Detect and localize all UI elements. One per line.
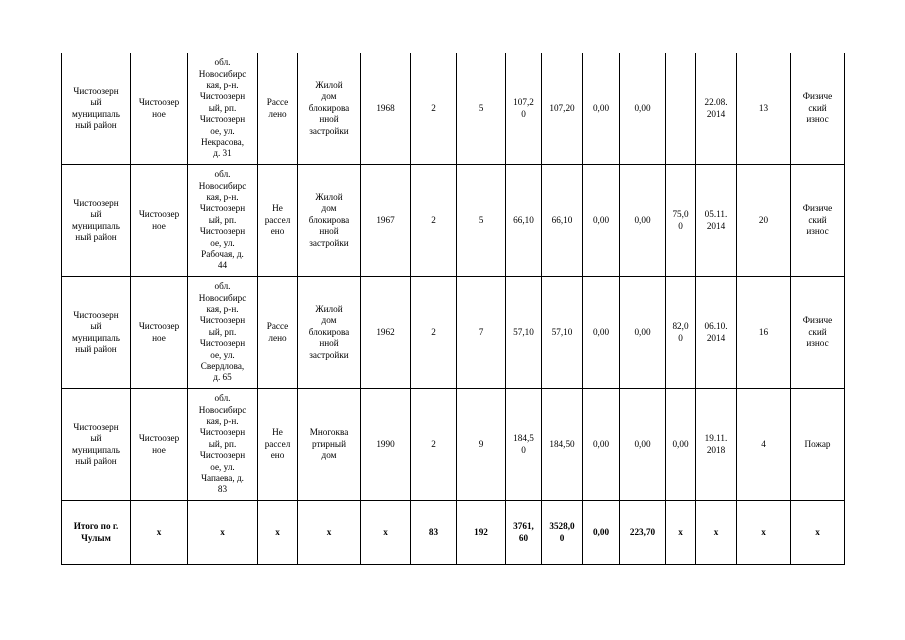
count-cell: 4: [737, 389, 791, 501]
address-cell: обл. Новосибирс кая, р-н. Чистоозерн ый, рп. Чистоозерн ое, ул. Рабочая, д. 44: [188, 165, 258, 277]
status-cell: Не рассел ено: [258, 389, 298, 501]
settlement-cell: Чистоозер ное: [131, 277, 188, 389]
value-cell: 0,00: [583, 165, 620, 277]
reason-cell: Пожар: [791, 389, 845, 501]
total-cell: x: [298, 501, 361, 565]
residents-cell: 5: [457, 53, 506, 165]
total-cell: x: [737, 501, 791, 565]
count-cell: 20: [737, 165, 791, 277]
residents-cell: 5: [457, 165, 506, 277]
reason-cell: Физиче ский износ: [791, 165, 845, 277]
area-total-cell: 107,2 0: [506, 53, 542, 165]
year-cell: 1990: [361, 389, 411, 501]
date-cell: 19.11. 2018: [696, 389, 737, 501]
area-living-cell: 184,50: [542, 389, 583, 501]
total-residents-cell: 192: [457, 501, 506, 565]
area-total-cell: 184,5 0: [506, 389, 542, 501]
value-cell: 0,00: [583, 389, 620, 501]
municipality-cell: Чистоозерн ый муниципаль ный район: [62, 389, 131, 501]
table-row: [62, 277, 845, 389]
year-cell: 1968: [361, 53, 411, 165]
total-row: [62, 501, 845, 565]
total-value-cell: 0,00: [583, 501, 620, 565]
building-type-cell: Многоква ртирный дом: [298, 389, 361, 501]
date-cell: 06.10. 2014: [696, 277, 737, 389]
floors-cell: 2: [411, 277, 457, 389]
address-cell: обл. Новосибирс кая, р-н. Чистоозерн ый, рп. Чистоозерн ое, ул. Некрасова, д. 31: [188, 53, 258, 165]
municipality-cell: Чистоозерн ый муниципаль ный район: [62, 53, 131, 165]
address-cell: обл. Новосибирс кая, р-н. Чистоозерн ый, рп. Чистоозерн ое, ул. Чапаева, д. 83: [188, 389, 258, 501]
value-cell: 75,0 0: [666, 165, 696, 277]
residents-cell: 7: [457, 277, 506, 389]
value-cell: 0,00: [620, 165, 666, 277]
status-cell: Не рассел ено: [258, 165, 298, 277]
municipality-cell: Чистоозерн ый муниципаль ный район: [62, 165, 131, 277]
count-cell: 13: [737, 53, 791, 165]
total-label: Итого по г. Чулым: [62, 501, 131, 565]
year-cell: 1962: [361, 277, 411, 389]
area-living-cell: 107,20: [542, 53, 583, 165]
total-floors-cell: 83: [411, 501, 457, 565]
value-cell: 82,0 0: [666, 277, 696, 389]
settlement-cell: Чистоозер ное: [131, 165, 188, 277]
residents-cell: 9: [457, 389, 506, 501]
table-row: [62, 165, 845, 277]
building-type-cell: Жилой дом блокирова нной застройки: [298, 277, 361, 389]
total-cell: x: [258, 501, 298, 565]
reason-cell: Физиче ский износ: [791, 53, 845, 165]
value-cell: 0,00: [666, 389, 696, 501]
status-cell: Рассе лено: [258, 53, 298, 165]
total-area-total-cell: 3761, 60: [506, 501, 542, 565]
municipality-cell: Чистоозерн ый муниципаль ный район: [62, 277, 131, 389]
floors-cell: 2: [411, 389, 457, 501]
area-total-cell: 66,10: [506, 165, 542, 277]
value-cell: 0,00: [583, 53, 620, 165]
settlement-cell: Чистоозер ное: [131, 389, 188, 501]
date-cell: 05.11. 2014: [696, 165, 737, 277]
status-cell: Рассе лено: [258, 277, 298, 389]
floors-cell: 2: [411, 165, 457, 277]
total-cell: x: [361, 501, 411, 565]
value-cell: 0,00: [620, 389, 666, 501]
area-living-cell: 57,10: [542, 277, 583, 389]
table-body: [62, 53, 845, 565]
building-type-cell: Жилой дом блокирова нной застройки: [298, 53, 361, 165]
building-type-cell: Жилой дом блокирова нной застройки: [298, 165, 361, 277]
total-area-living-cell: 3528,0 0: [542, 501, 583, 565]
settlement-cell: Чистоозер ное: [131, 53, 188, 165]
area-total-cell: 57,10: [506, 277, 542, 389]
total-cell: x: [131, 501, 188, 565]
value-cell: [666, 53, 696, 165]
reason-cell: Физиче ский износ: [791, 277, 845, 389]
total-value-cell: 223,70: [620, 501, 666, 565]
total-cell: x: [791, 501, 845, 565]
floors-cell: 2: [411, 53, 457, 165]
year-cell: 1967: [361, 165, 411, 277]
date-cell: 22.08. 2014: [696, 53, 737, 165]
table-row: [62, 389, 845, 501]
value-cell: 0,00: [620, 277, 666, 389]
total-cell: x: [696, 501, 737, 565]
value-cell: 0,00: [620, 53, 666, 165]
total-cell: x: [666, 501, 696, 565]
count-cell: 16: [737, 277, 791, 389]
table-row: [62, 53, 845, 165]
address-cell: обл. Новосибирс кая, р-н. Чистоозерн ый, рп. Чистоозерн ое, ул. Свердлова, д. 65: [188, 277, 258, 389]
total-cell: x: [188, 501, 258, 565]
value-cell: 0,00: [583, 277, 620, 389]
area-living-cell: 66,10: [542, 165, 583, 277]
housing-table: [61, 53, 845, 565]
